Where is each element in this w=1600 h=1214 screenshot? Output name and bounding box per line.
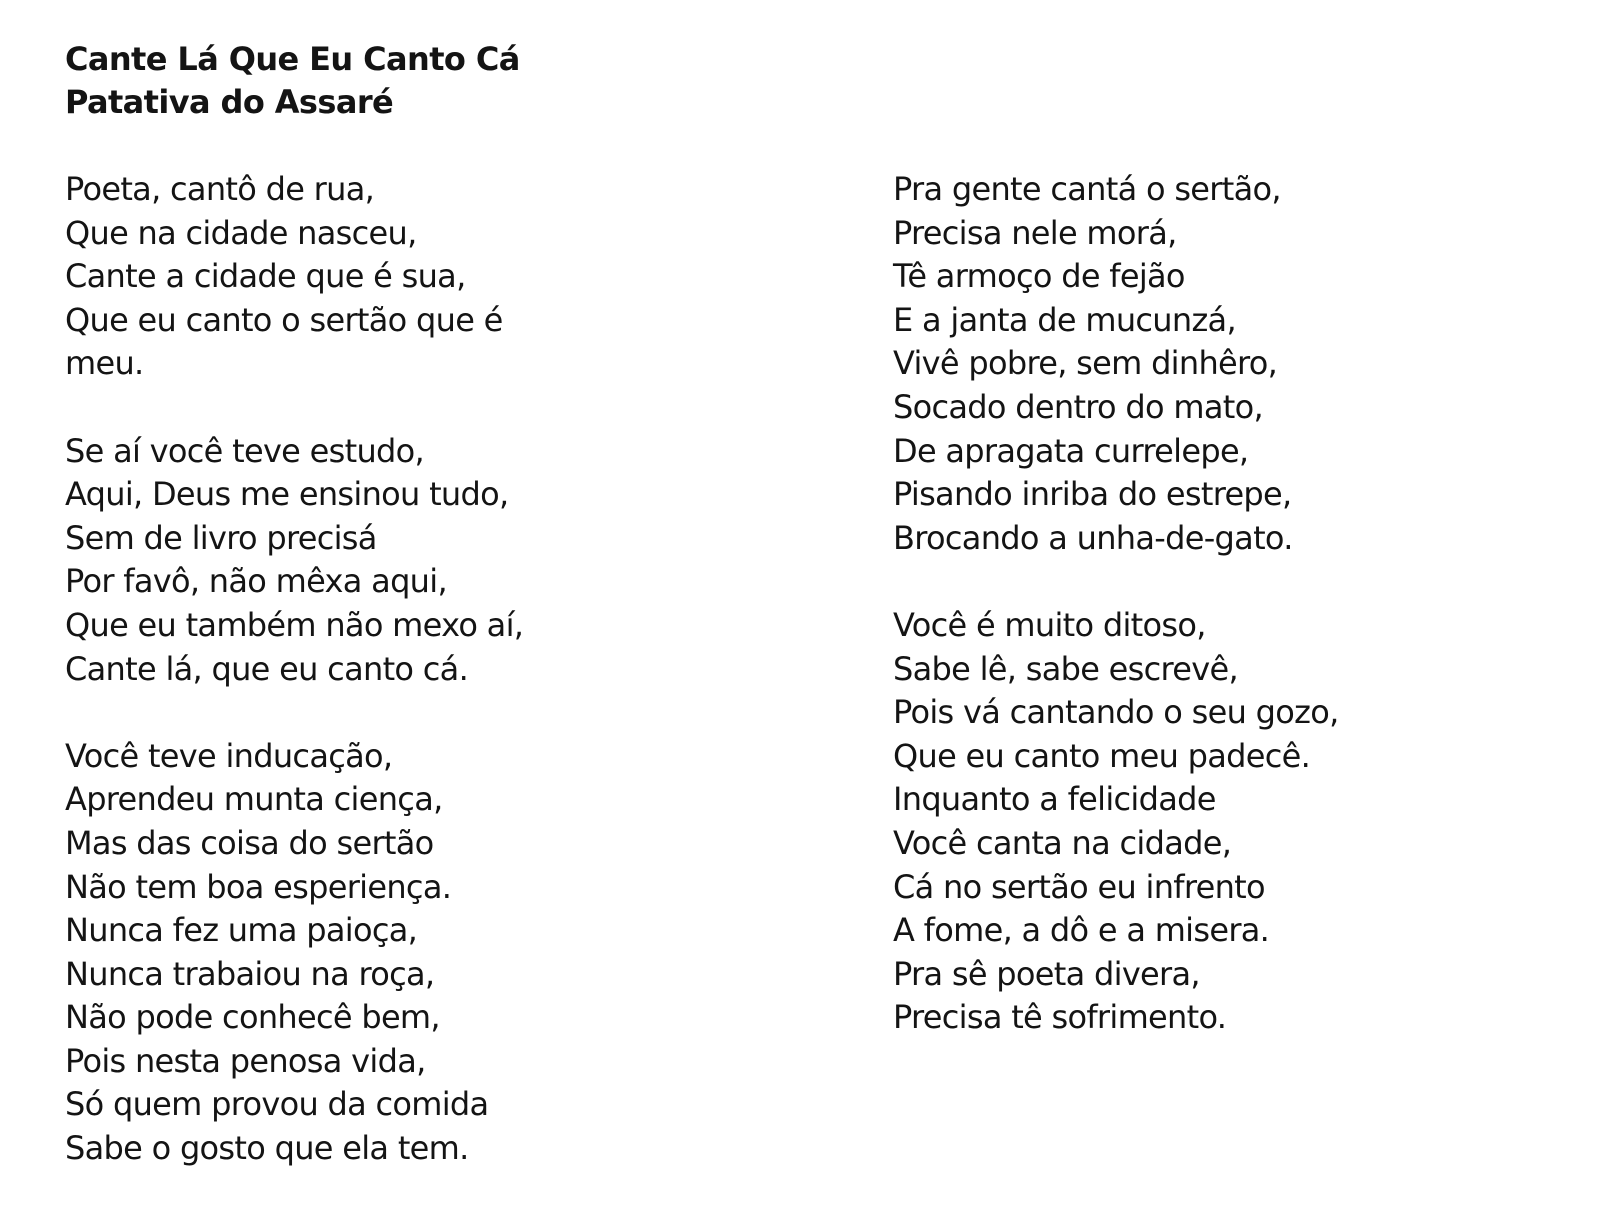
verse-line: Cá no sertão eu infrento [893,867,1265,906]
verse-line: Sabe lê, sabe escrevê, [893,649,1238,688]
verse-line: Nunca trabaiou na roça, [65,954,435,993]
verse-line: Você é muito ditoso, [893,605,1206,644]
verse-line: Precisa nele morá, [893,213,1177,252]
verse-line: Não pode conhecê bem, [65,998,440,1037]
verse-line: Cante lá, que eu canto cá. [65,649,469,688]
verse-line: Pois nesta penosa vida, [65,1041,426,1080]
verse-line: A fome, a dô e a misera. [893,911,1270,950]
verse-line: Nunca fez uma paioça, [65,911,418,950]
verse-line: Sabe o gosto que ela tem. [65,1129,469,1168]
verse-line: Que eu canto meu padecê. [893,736,1311,775]
verse-line: Poeta, cantô de rua, [65,170,375,208]
verse-line: Você canta na cidade, [893,823,1232,862]
verse-line: De apragata currelepe, [893,431,1249,470]
verse-line: Pisando inriba do estrepe, [893,475,1292,514]
poem-title: Cante Lá Que Eu Canto Cá [65,40,520,78]
verse-line: Cante a cidade que é sua, [65,257,466,296]
verse-line: Que eu também não mexo aí, [65,605,524,644]
verse-line: Pra gente cantá o sertão, [893,170,1281,208]
verse-line: Aqui, Deus me ensinou tudo, [65,475,509,514]
verse-line: Por favô, não mêxa aqui, [65,562,447,601]
stanza [65,735,825,1171]
stanza [65,168,825,386]
stanza [893,168,1600,560]
poem-right-column [893,168,1600,1083]
poem-author: Patativa do Assaré [65,83,394,121]
verse-line: Sem de livro precisá [65,518,377,557]
verse-line: Vivê pobre, sem dinhêro, [893,344,1278,383]
verse-line: Inquanto a felicidade [893,780,1216,819]
verse-line: Aprendeu munta ciença, [65,780,443,819]
verse-line: Pra sê poeta divera, [893,954,1200,993]
verse-line: Não tem boa esperiença. [65,867,452,906]
verse-line: E a janta de mucunzá, [893,300,1236,339]
verse-line: Socado dentro do mato, [893,387,1263,426]
verse-line: Se aí você teve estudo, [65,431,424,470]
verse-line: Pois vá cantando o seu gozo, [893,693,1339,732]
verse-line: Você teve inducação, [65,736,393,775]
verse-line: Brocando a unha-de-gato. [893,518,1293,557]
verse-line: Só quem provou da comida [65,1085,489,1124]
stanza [893,604,1600,1040]
verse-line: Tê armoço de fejão [893,257,1185,296]
stanza [65,430,825,692]
verse-line: Mas das coisa do sertão [65,823,434,862]
verse-line: Que na cidade nasceu, [65,213,417,252]
verse-line: Que eu canto o sertão que é [65,300,503,339]
verse-line: meu. [65,344,144,383]
verse-line: Precisa tê sofrimento. [893,998,1227,1037]
poem-left-column [65,168,825,1214]
poem-header [65,38,765,124]
